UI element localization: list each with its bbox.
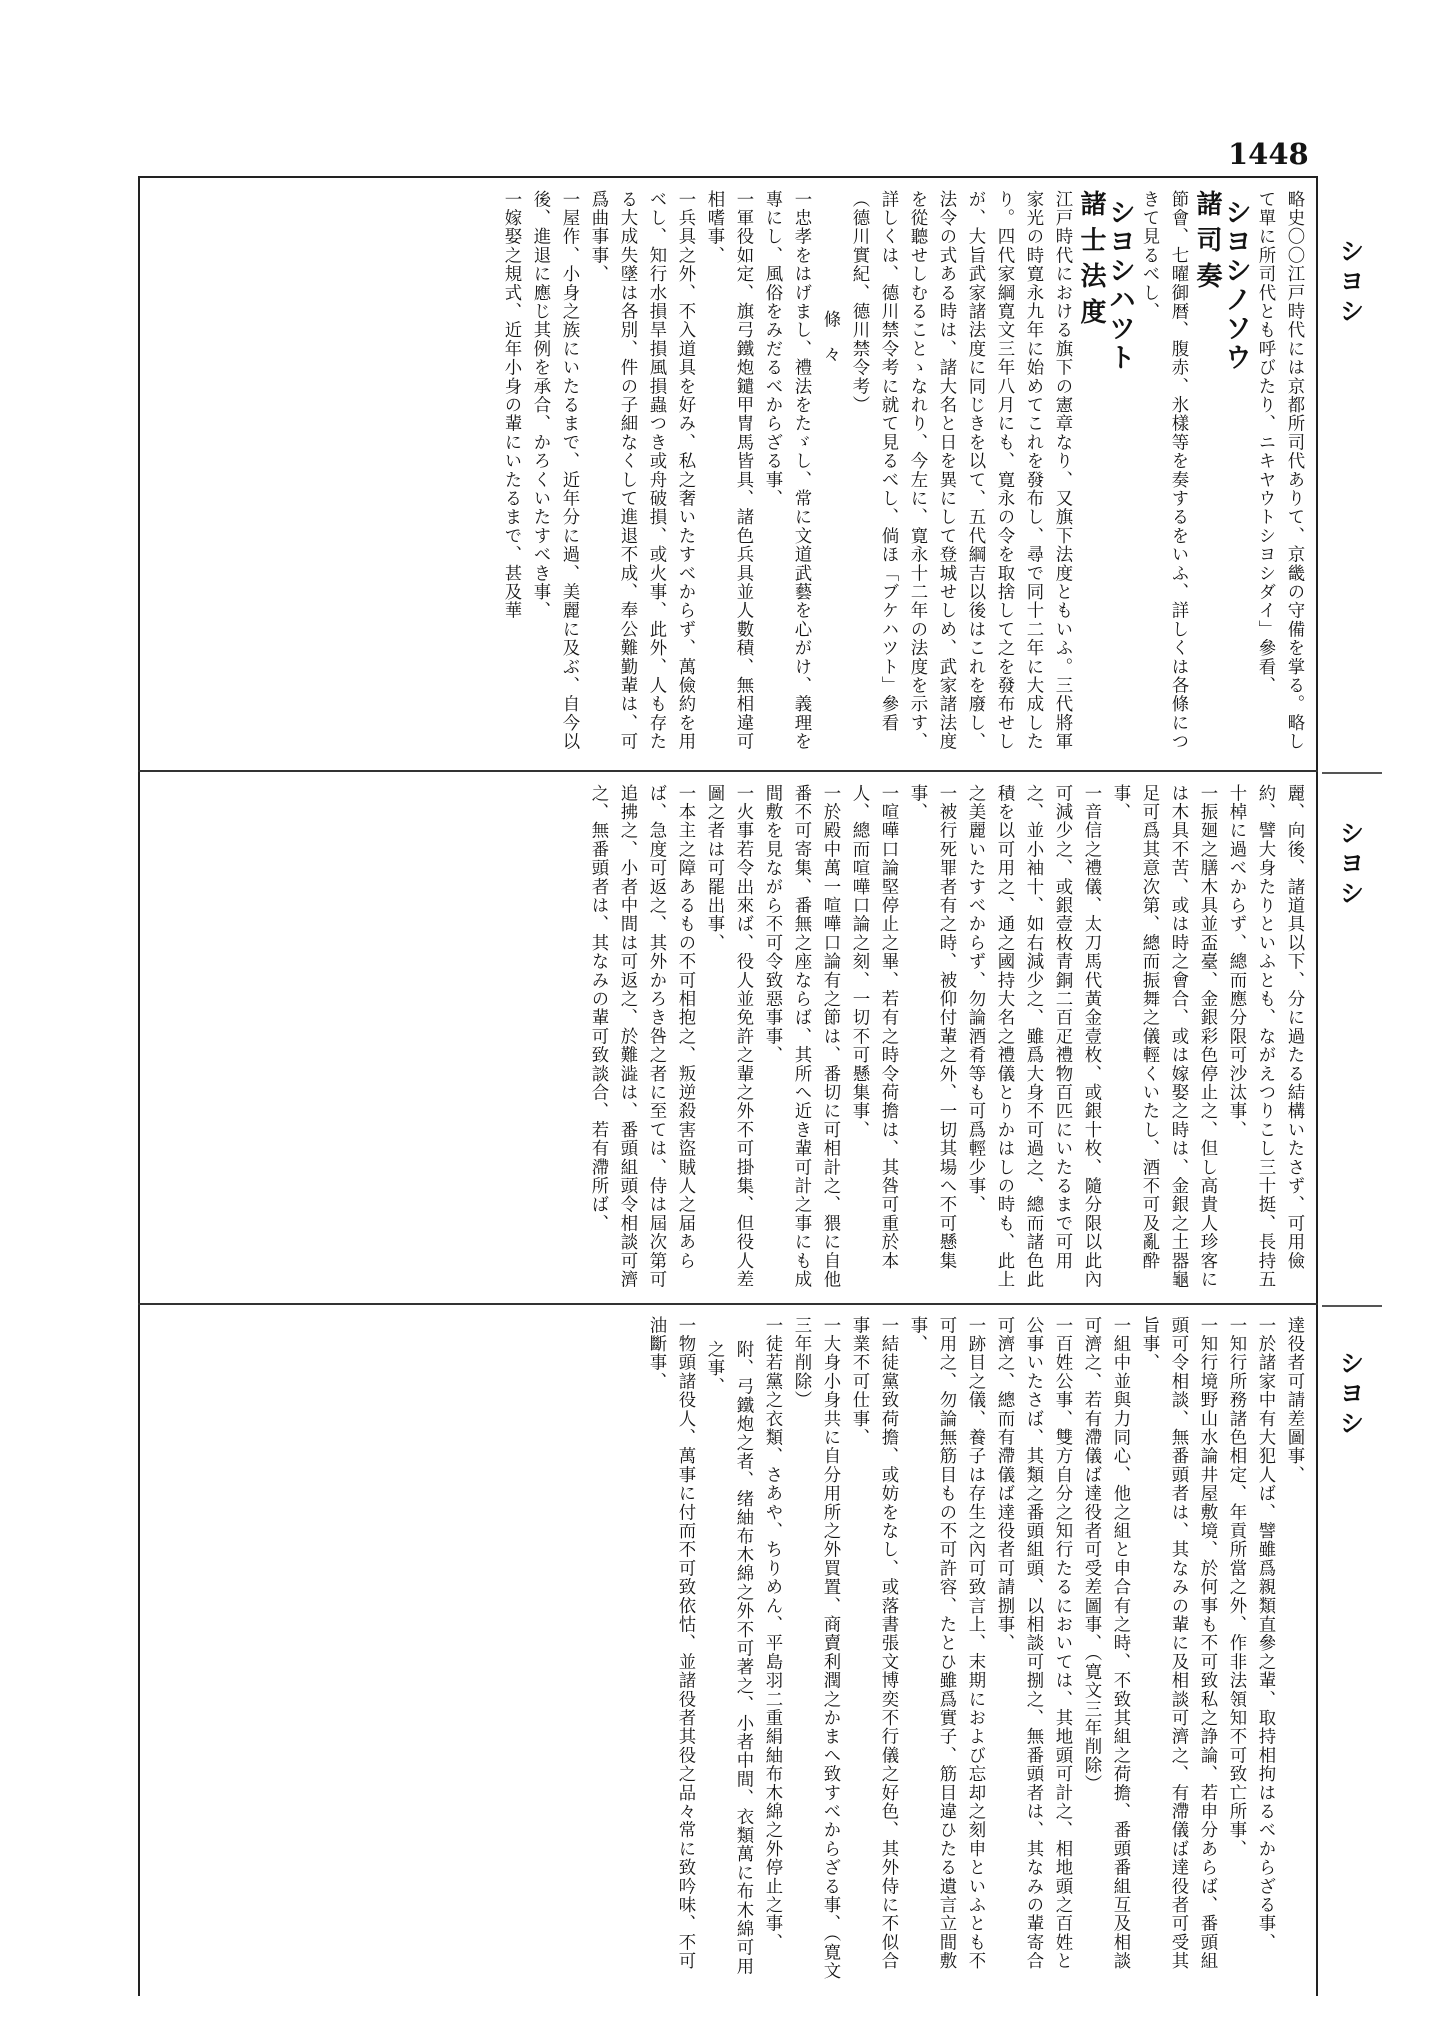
header-rule xyxy=(138,176,1318,178)
text-column: 略史〇〇江戸時代には京都所司代ありて、京畿の守備を掌る。略して單に所司代とも呼びたり、ニキヤウトシヨシダイ」參看、 xyxy=(1255,190,1304,751)
article-item: 一跡目之儀、養子は存生之內可致言上、末期におよび忘却之刻申といふとも不可用之、勿論無筋目もの不可許容、たとひ雖爲實子、筋目違ひたる遺言立間敷事、 xyxy=(907,1316,985,1971)
text-section-upper xyxy=(146,190,1308,764)
margin-index-label: シヨシ xyxy=(1336,238,1365,328)
article-item: 一軍役如定、旗弓鐵炮鑓甲冑馬皆具、諸色兵具並人數積、無相違可相嗜事、 xyxy=(704,190,753,751)
margin-guide-line xyxy=(1322,1305,1382,1307)
article-item: 一物頭諸役人、萬事に付而不可致依怙、並諸役者其役之品々常に致吟味、不可油斷事、 xyxy=(646,1316,695,1971)
section-divider xyxy=(138,1303,1318,1305)
article-item: 一振廻之膳木具並盃臺、金銀彩色停止之、但し高貴人珍客には木具不苦、或は時之會合、或は嫁娶之時は、金銀之土器龜足可爲其意次第、總而振舞之儀輕くいたし、酒不可及亂酔事、 xyxy=(1110,784,1217,1289)
article-item: 一音信之禮儀、太刀馬代黃金壹枚、或銀十枚、隨分限以此內可減少之、或銀壹枚青銅二百疋禮物百匹にいたるまで可用之、並小袖十、如右減少之、雖爲大身不可過之、總而諸色此積を以可用之、通之國持大名之禮儀とりかはしの時も、此上之美麗いたすべからず、勿論酒肴等も可爲輕少事、 xyxy=(965,784,1101,1289)
article-item: 一結徒黨致荷擔、或妨をなし、或落書張文博奕不行儀之好色、其外侍に不似合事業不可仕事、 xyxy=(849,1316,898,1971)
text-section-middle xyxy=(146,784,1308,1298)
margin-index-label: シヨシ xyxy=(1336,820,1365,910)
article-item: 麗、向後、諸道具以下、分に過たる結構いたさず、可用儉約、譬大身たりといふとも、ながえつりこし三十挺、長持五十棹に過べからず、總而應分限可沙汰事、 xyxy=(1226,784,1304,1289)
entry-headword-kana: シヨシノソウ xyxy=(1220,198,1251,372)
article-item: 一兵具之外、不入道具を好み、私之奢いたすべからず、萬儉約を用ベし、知行水損旱損風損蟲つき或舟破損、或火事、此外、人も存たる大成失墜は各別、件の子細なくして進退不成、奉公難勤輩は、可爲曲事事、 xyxy=(588,190,695,751)
article-item: 一本主之障あるもの不可相抱之、叛逆殺害盜賊人之届あらば、急度可返之、其外かろき咎之者に至ては、侍は屆次第可追拂之、小者中間は可返之、於難澁は、番頭組頭令相談可濟之、無番頭者は、其なみの輩可致談合、若有滯所ば、 xyxy=(588,784,695,1289)
article-item: 一於諸家中有大犯人ば、譬雖爲親類直參之輩、取持相拘はるべからざる事、 xyxy=(1255,1316,1275,1952)
text-section-lower xyxy=(146,1316,1308,1984)
article-item: 達役者可請差圖事、 xyxy=(1284,1316,1304,1485)
entry-headword-kana: シヨシハツト xyxy=(1104,198,1135,372)
article-item: 一被行死罪者有之時、被仰付輩之外、一切其場へ不可懸集事、 xyxy=(907,784,956,1271)
article-item: 一嫁娶之規式、近年小身の輩にいたるまで、甚及華 xyxy=(501,190,521,621)
article-item: 一屋作、小身之族にいたるまで、近年分に過、美麗に及ぶ、自今以後、進退に應じ其例を承合、かろくいたすべき事、 xyxy=(530,190,579,751)
margin-guide-line xyxy=(1322,772,1382,774)
entry-text: 江戸時代における旗下の憲章なり、又旗下法度ともいふ。三代將軍家光の時寛永九年に始めてこれを發布し、尋で同十二年に大成したり。四代家綱寛文三年八月にも、寛永の令を取捨して之を發布せしが、大旨武家諸法度に同じきを以て、五代綱吉以後はこれを廢し、法令の式ある時は、諸大名と日を異にして登城せしめ、武家諸法度を從聽せしむることゝなれり、今左に、寛永十二年の法度を示す、詳しくは、德川禁令考に就て見るべし、倘ほ「ブケハツト」參看（德川實紀、德川禁令考） xyxy=(849,190,1072,751)
page-number: 1448 xyxy=(1228,137,1309,171)
article-item: 一知行境野山水論井屋敷境、於何事も不可致私之諍論、若申分あらば、番頭組頭可令相談、無番頭者は、其なみの輩に及相談可濟之、有滯儀ば達役者可受其旨事、 xyxy=(1139,1316,1217,1971)
article-item: 一組中並與力同心、他之組と申合有之時、不致其組之荷擔、番頭番組互及相談可濟之、若有滯儀ば達役者可受差圖事、（寛文三年削除） xyxy=(1081,1316,1130,1971)
article-item: 一知行所務諸色相定、年貢所當之外、作非法領知不可致亡所事、 xyxy=(1226,1316,1246,1859)
section-divider xyxy=(138,770,1318,772)
article-item: 一於殿中萬一喧嘩口論有之節は、番切に可相計之、猥に自他番不可寄集、番無之座ならば、其所へ近き輩可計之事にも成間敷を見ながら不可令致惡事事、 xyxy=(762,784,840,1289)
frame-right-rule xyxy=(1316,176,1318,1996)
article-item: 一喧嘩口論堅停止之畢、若有之時令荷擔は、其咎可重於本人、總而喧嘩口論之刻、一切不可懸集事、 xyxy=(849,784,898,1271)
article-item: 一忠孝をはげまし、禮法をたゞし、常に文道武藝を心がけ、義理を專にし、風俗をみだるべからざる事、 xyxy=(762,190,811,751)
article-item: 一火事若令出來ば、役人並免許之輩之外不可掛集、但役人差圖之者は可罷出事、 xyxy=(704,784,753,1289)
article-item: 一大身小身共に自分用所之外買置、商賣利潤之かまへ致すべからざる事、（寛文三年削除） xyxy=(791,1316,840,1981)
margin-index-label: シヨシ xyxy=(1336,1350,1365,1440)
article-appendix: 附、弓鐵炮之者、绪紬布木綿之外不可著之、小者中間、衣類萬に布木綿可用之事、 xyxy=(704,1340,753,1976)
entry-headword-kanji: 諸士法度 xyxy=(1076,190,1106,334)
entry-headword-kanji: 諸司奏 xyxy=(1192,190,1222,298)
frame-left-rule xyxy=(138,176,140,1996)
articles-heading: 條々 xyxy=(820,310,840,381)
article-item: 一徒若黨之衣類、さあや、ちりめん、平島羽二重絹紬布木綿之外停止之事、 xyxy=(762,1316,782,1952)
article-item: 一百姓公事、雙方自分之知行たるにおいては、其地頭可計之、相地頭之百姓と公事いたさば、其類之番頭組頭、以相談可捌之、無番頭者は、其なみの輩寄合可濟之、總而有滯儀ば達役者可請捌事、 xyxy=(994,1316,1072,1971)
entry-text: 節會、七曜御暦、腹赤、氷樣等を奏するをいふ、詳しくは各條につきて見るべし、 xyxy=(1139,190,1188,751)
